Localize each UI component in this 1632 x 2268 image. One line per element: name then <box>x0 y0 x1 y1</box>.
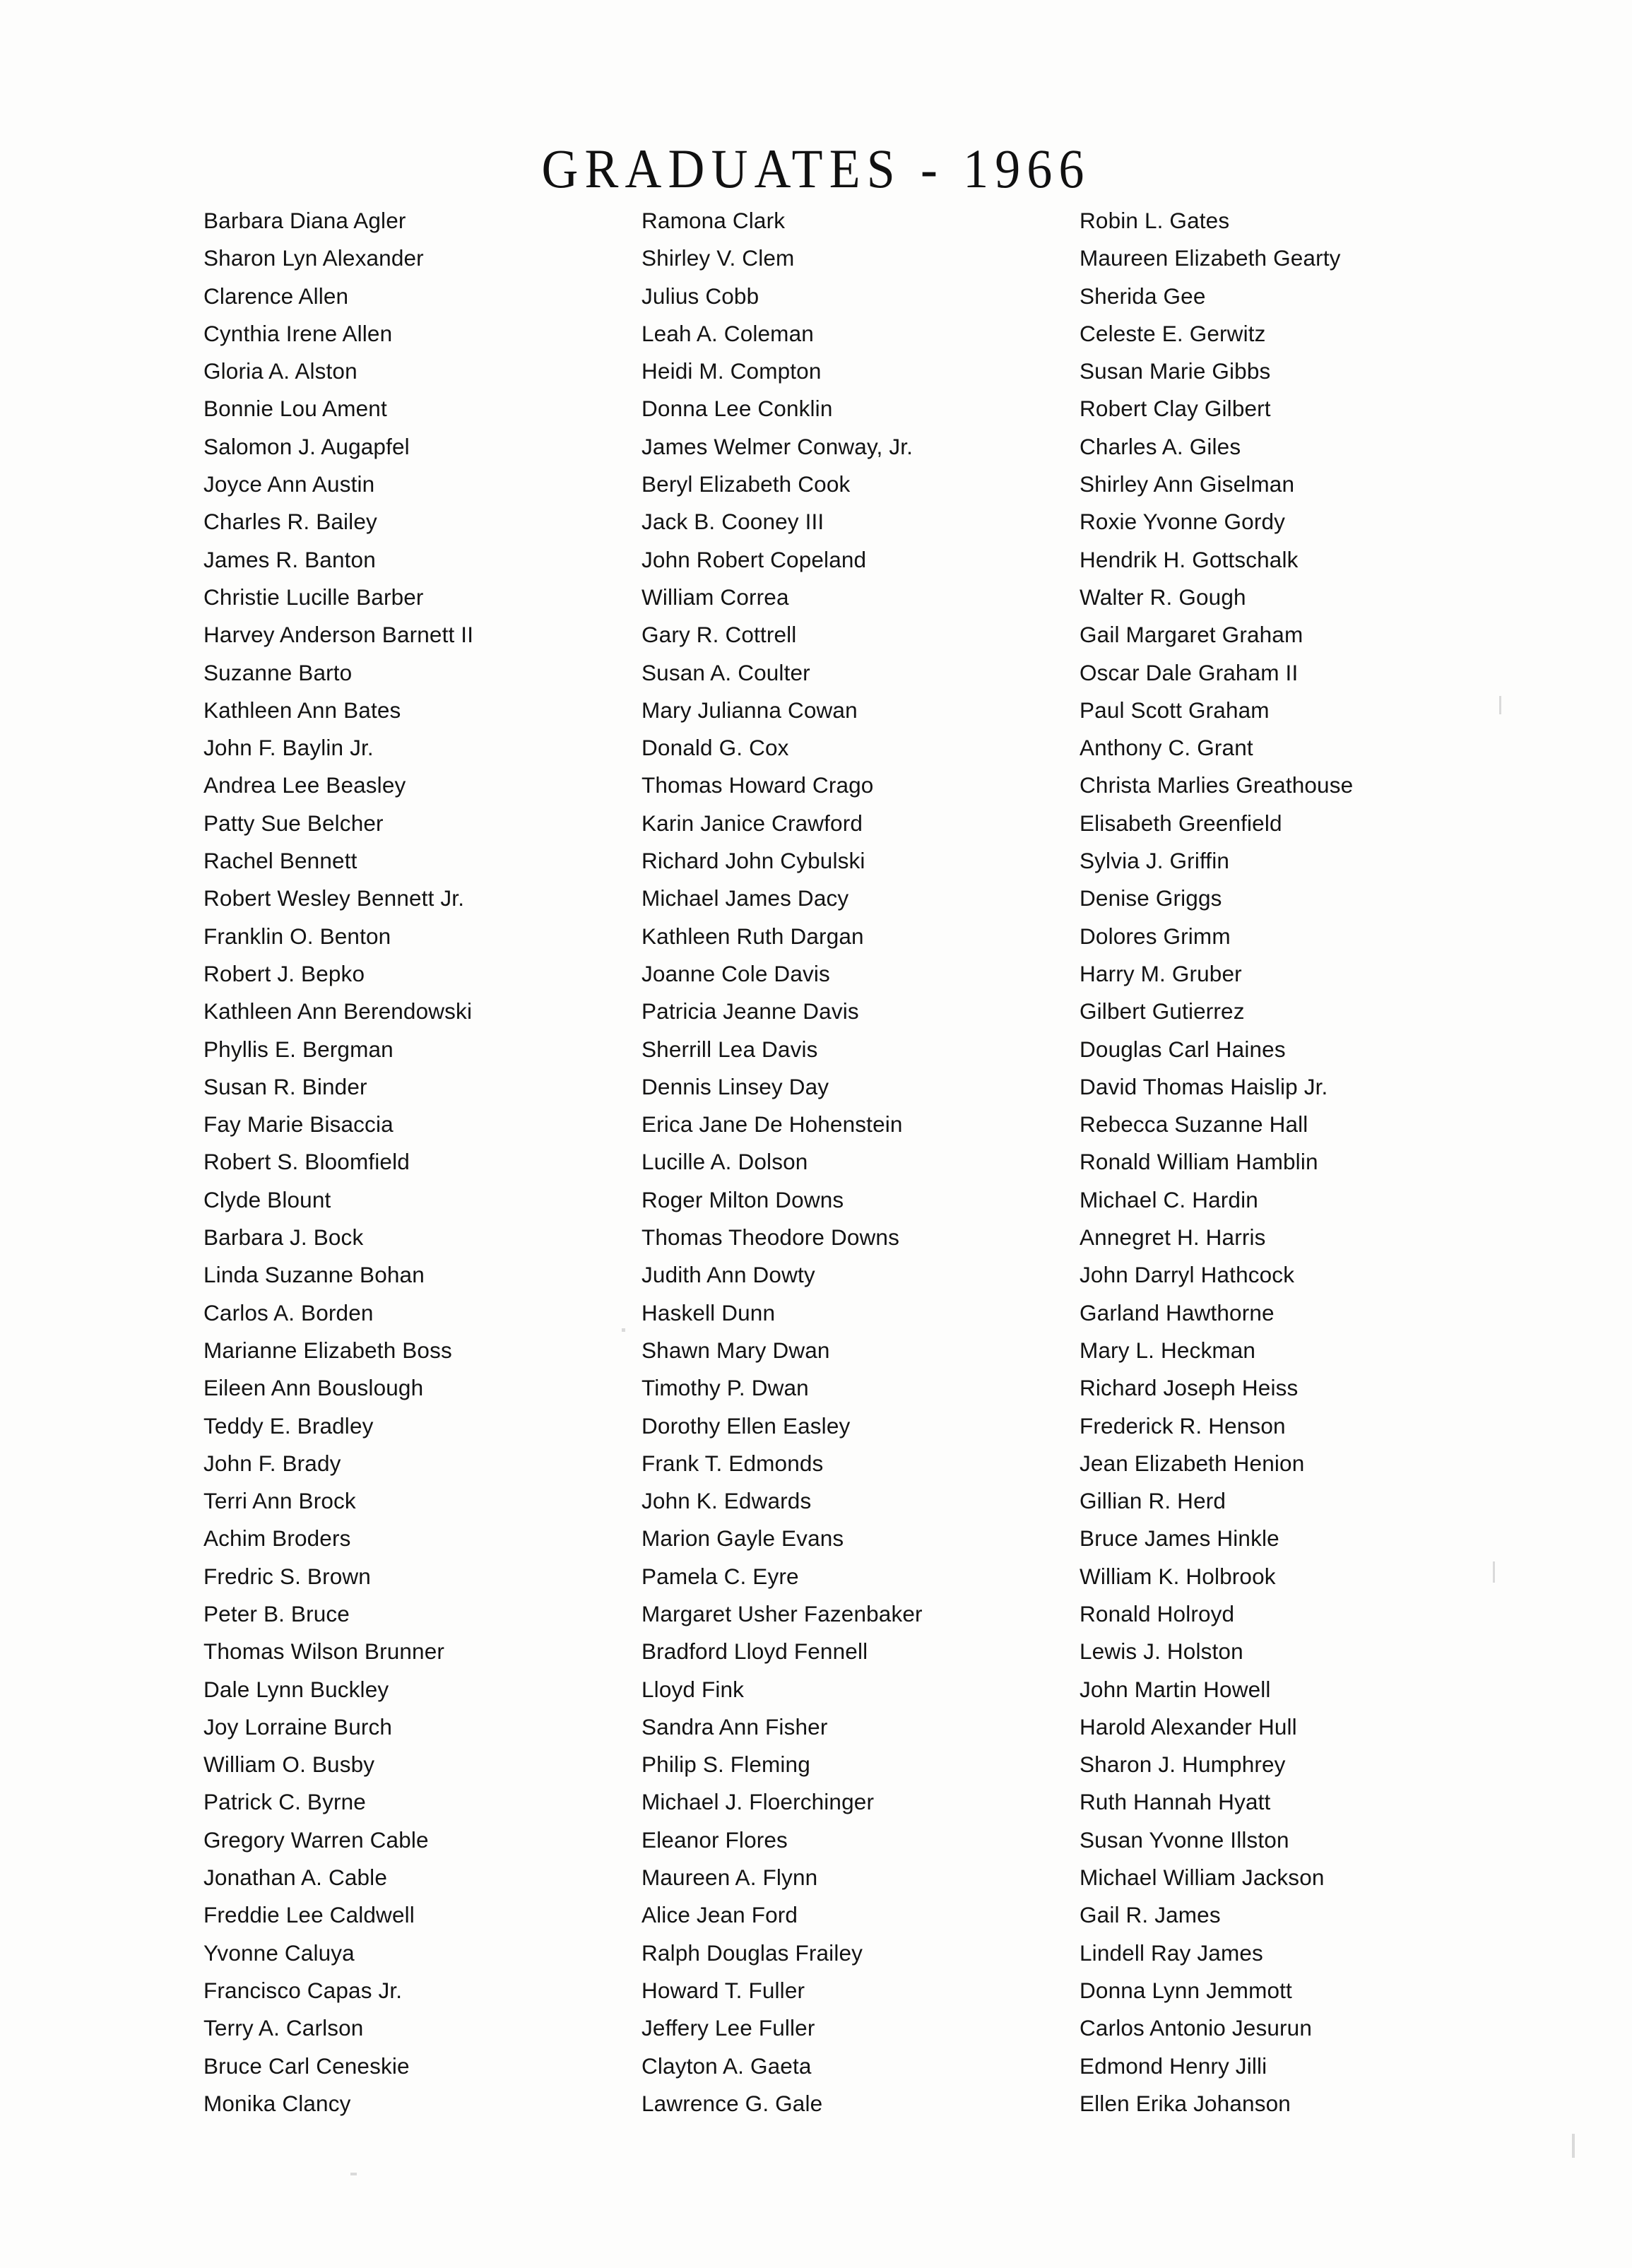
graduate-name: Joy Lorraine Burch <box>203 1713 393 1740</box>
graduate-name: Harold Alexander Hull <box>1080 1713 1297 1740</box>
graduate-name: Mary L. Heckman <box>1080 1337 1256 1363</box>
graduate-name: Ruth Hannah Hyatt <box>1080 1789 1271 1815</box>
graduate-name: Sylvia J. Griffin <box>1080 848 1230 874</box>
graduate-name: Rebecca Suzanne Hall <box>1080 1111 1308 1138</box>
graduate-name: Kathleen Ann Bates <box>203 697 401 723</box>
graduate-name: Andrea Lee Beasley <box>203 772 406 798</box>
graduate-name: Ellen Erika Johanson <box>1080 2090 1291 2116</box>
graduate-name: Ronald William Hamblin <box>1080 1149 1318 1175</box>
graduate-name: Denise Griggs <box>1080 885 1222 911</box>
graduate-name: Haskell Dunn <box>641 1299 776 1325</box>
graduate-name: Elisabeth Greenfield <box>1080 810 1282 836</box>
graduate-name: Philip S. Fleming <box>641 1752 810 1778</box>
graduate-name: Christa Marlies Greathouse <box>1080 772 1354 798</box>
graduate-name: Franklin O. Benton <box>203 923 391 949</box>
graduate-name: Jonathan A. Cable <box>203 1865 387 1891</box>
graduate-name: Cynthia Irene Allen <box>203 320 393 346</box>
graduate-name: Kathleen Ruth Dargan <box>641 923 864 949</box>
graduate-name: Fredric S. Brown <box>203 1563 371 1589</box>
graduate-name: Oscar Dale Graham II <box>1080 659 1299 685</box>
graduate-name: Eileen Ann Bouslough <box>203 1375 424 1401</box>
graduate-name: Julius Cobb <box>641 283 759 309</box>
graduate-name: Robin L. Gates <box>1080 208 1230 233</box>
graduate-name: Patricia Jeanne Davis <box>641 998 859 1024</box>
graduate-name: Edmond Henry Jilli <box>1080 2053 1267 2079</box>
graduate-name: Clyde Blount <box>203 1186 331 1212</box>
graduate-name: Carlos A. Borden <box>203 1299 374 1325</box>
graduate-name: James Welmer Conway, Jr. <box>641 433 913 459</box>
graduate-name: Howard T. Fuller <box>641 1977 805 2003</box>
graduate-name: Erica Jane De Hohenstein <box>641 1111 903 1138</box>
graduate-name: Clayton A. Gaeta <box>641 2053 812 2079</box>
graduate-name: Ralph Douglas Frailey <box>641 1939 863 1966</box>
graduate-name: Sandra Ann Fisher <box>641 1713 828 1740</box>
scan-artifact <box>350 2173 357 2175</box>
graduate-name: Donna Lee Conklin <box>641 396 833 422</box>
graduate-name: Walter R. Gough <box>1080 584 1246 610</box>
graduate-name: Garland Hawthorne <box>1080 1299 1275 1325</box>
graduate-name: Marion Gayle Evans <box>641 1525 844 1552</box>
graduate-name: Douglas Carl Haines <box>1080 1036 1286 1062</box>
graduate-name: Maureen A. Flynn <box>641 1865 818 1891</box>
graduate-name: Alice Jean Ford <box>641 1902 798 1928</box>
scan-artifact <box>622 1328 625 1332</box>
graduate-name: John Martin Howell <box>1080 1676 1271 1702</box>
graduate-name: Freddie Lee Caldwell <box>203 1902 415 1928</box>
graduate-name: Karin Janice Crawford <box>641 810 863 836</box>
graduate-name: Sharon Lyn Alexander <box>203 245 424 271</box>
graduate-name: Monika Clancy <box>203 2090 351 2116</box>
graduate-name: Lloyd Fink <box>641 1676 745 1702</box>
graduate-name: Charles R. Bailey <box>203 509 377 535</box>
scan-artifact <box>1572 2134 1575 2158</box>
graduate-name: Pamela C. Eyre <box>641 1563 799 1589</box>
graduate-name: Suzanne Barto <box>203 659 353 685</box>
graduate-name: Donald G. Cox <box>641 735 789 761</box>
graduate-name: Lewis J. Holston <box>1080 1638 1243 1665</box>
graduate-name: Michael C. Hardin <box>1080 1186 1258 1212</box>
graduate-name: Salomon J. Augapfel <box>203 433 410 459</box>
graduate-name: Bruce James Hinkle <box>1080 1525 1279 1552</box>
graduate-name: Michael J. Floerchinger <box>641 1789 875 1815</box>
graduate-name: Shawn Mary Dwan <box>641 1337 830 1363</box>
graduate-name: Patty Sue Belcher <box>203 810 384 836</box>
graduate-name: Clarence Allen <box>203 283 349 309</box>
graduate-name: Barbara Diana Agler <box>203 208 406 233</box>
graduate-name: Gail R. James <box>1080 1902 1221 1928</box>
graduate-name: Susan A. Coulter <box>641 659 810 685</box>
graduate-name: Frederick R. Henson <box>1080 1412 1286 1439</box>
graduate-name: Francisco Capas Jr. <box>203 1977 403 2003</box>
graduate-name: David Thomas Haislip Jr. <box>1080 1073 1328 1099</box>
graduate-name: Peter B. Bruce <box>203 1600 350 1626</box>
graduate-name: Robert Clay Gilbert <box>1080 396 1271 422</box>
graduate-name: Susan Marie Gibbs <box>1080 358 1271 384</box>
graduate-name-columns <box>203 202 1482 2122</box>
graduate-name: Dale Lynn Buckley <box>203 1676 389 1702</box>
graduate-name: William Correa <box>641 584 789 610</box>
graduate-name: Ronald Holroyd <box>1080 1600 1235 1626</box>
graduate-name: Charles A. Giles <box>1080 433 1241 459</box>
graduate-name: Robert S. Bloomfield <box>203 1149 410 1175</box>
graduate-name: Yvonne Caluya <box>203 1939 355 1966</box>
graduate-name: Kathleen Ann Berendowski <box>203 998 473 1024</box>
graduate-name: Timothy P. Dwan <box>641 1375 809 1401</box>
graduate-name: Ramona Clark <box>641 208 786 233</box>
graduate-name: Margaret Usher Fazenbaker <box>641 1600 923 1626</box>
graduate-name: Richard John Cybulski <box>641 848 865 874</box>
graduate-name: Lindell Ray James <box>1080 1939 1263 1966</box>
graduate-name: Judith Ann Dowty <box>641 1262 815 1288</box>
graduate-name: Fay Marie Bisaccia <box>203 1111 394 1138</box>
graduate-name: Dennis Linsey Day <box>641 1073 829 1099</box>
graduate-name: Harry M. Gruber <box>1080 960 1242 986</box>
graduate-name: Thomas Wilson Brunner <box>203 1638 445 1665</box>
graduate-name: Celeste E. Gerwitz <box>1080 320 1266 346</box>
name-column-1 <box>203 202 641 2122</box>
graduate-name: Achim Broders <box>203 1525 351 1552</box>
graduate-name: Linda Suzanne Bohan <box>203 1262 425 1288</box>
graduate-name: Annegret H. Harris <box>1080 1224 1266 1251</box>
graduate-name: Roxie Yvonne Gordy <box>1080 509 1286 535</box>
graduate-name: Gillian R. Herd <box>1080 1488 1226 1514</box>
graduate-name: John Darryl Hathcock <box>1080 1262 1295 1288</box>
graduate-name: Gregory Warren Cable <box>203 1826 429 1853</box>
graduate-name: Bruce Carl Ceneskie <box>203 2053 410 2079</box>
graduate-name: Shirley V. Clem <box>641 245 795 271</box>
graduate-name: John F. Baylin Jr. <box>203 735 374 761</box>
graduate-name: Joanne Cole Davis <box>641 960 830 986</box>
graduate-name: Beryl Elizabeth Cook <box>641 471 851 497</box>
graduate-name: Terry A. Carlson <box>203 2015 364 2041</box>
scan-artifact <box>1499 696 1501 714</box>
name-column-3 <box>1080 202 1482 2122</box>
graduate-name: Joyce Ann Austin <box>203 471 375 497</box>
graduate-name: Susan R. Binder <box>203 1073 367 1099</box>
graduate-name: Dolores Grimm <box>1080 923 1231 949</box>
graduate-name: Maureen Elizabeth Gearty <box>1080 245 1341 271</box>
graduate-name: Gary R. Cottrell <box>641 622 797 648</box>
graduate-name: Michael James Dacy <box>641 885 849 911</box>
graduate-name: John Robert Copeland <box>641 546 867 572</box>
graduate-name: Sherrill Lea Davis <box>641 1036 818 1062</box>
graduate-name: Paul Scott Graham <box>1080 697 1270 723</box>
graduate-name: Thomas Theodore Downs <box>641 1224 899 1251</box>
graduate-name: Gail Margaret Graham <box>1080 622 1303 648</box>
graduate-name: James R. Banton <box>203 546 376 572</box>
scan-artifact <box>1493 1561 1495 1583</box>
graduate-name: Susan Yvonne Illston <box>1080 1826 1289 1853</box>
graduate-name: Shirley Ann Giselman <box>1080 471 1295 497</box>
graduate-name: Thomas Howard Crago <box>641 772 874 798</box>
graduate-name: Phyllis E. Bergman <box>203 1036 394 1062</box>
graduate-name: Gilbert Gutierrez <box>1080 998 1245 1024</box>
graduate-name: Jean Elizabeth Henion <box>1080 1450 1305 1476</box>
graduate-name: Jack B. Cooney III <box>641 509 824 535</box>
graduate-name: Dorothy Ellen Easley <box>641 1412 851 1439</box>
graduate-name: Sharon J. Humphrey <box>1080 1752 1286 1778</box>
graduate-name: William K. Holbrook <box>1080 1563 1276 1589</box>
graduate-name: John K. Edwards <box>641 1488 812 1514</box>
graduate-name: Lucille A. Dolson <box>641 1149 808 1175</box>
graduate-name: Terri Ann Brock <box>203 1488 356 1514</box>
graduate-name: Patrick C. Byrne <box>203 1789 366 1815</box>
graduate-name: Rachel Bennett <box>203 848 357 874</box>
graduate-name: Robert J. Bepko <box>203 960 365 986</box>
graduate-name: Gloria A. Alston <box>203 358 357 384</box>
page-title: GRADUATES - 1966 <box>541 138 1091 200</box>
graduate-name: Lawrence G. Gale <box>641 2090 823 2116</box>
name-column-2 <box>641 202 1080 2122</box>
graduate-name: Eleanor Flores <box>641 1826 788 1853</box>
graduate-name: Bonnie Lou Ament <box>203 396 387 422</box>
graduate-name: Marianne Elizabeth Boss <box>203 1337 452 1363</box>
graduate-name: Roger Milton Downs <box>641 1186 844 1212</box>
graduate-name: Donna Lynn Jemmott <box>1080 1977 1292 2003</box>
graduate-name: Heidi M. Compton <box>641 358 822 384</box>
graduate-name: John F. Brady <box>203 1450 341 1476</box>
graduate-name: Christie Lucille Barber <box>203 584 424 610</box>
graduate-name: Mary Julianna Cowan <box>641 697 858 723</box>
graduate-name: Sherida Gee <box>1080 283 1206 309</box>
graduate-name: Michael William Jackson <box>1080 1865 1325 1891</box>
graduate-name: Teddy E. Bradley <box>203 1412 374 1439</box>
graduate-name: Leah A. Coleman <box>641 320 814 346</box>
graduate-name: Hendrik H. Gottschalk <box>1080 546 1299 572</box>
graduate-name: Harvey Anderson Barnett II <box>203 622 474 648</box>
graduate-name: William O. Busby <box>203 1752 375 1778</box>
graduate-name: Barbara J. Bock <box>203 1224 364 1251</box>
graduate-name: Jeffery Lee Fuller <box>641 2015 815 2041</box>
graduate-name: Anthony C. Grant <box>1080 735 1253 761</box>
graduate-name: Robert Wesley Bennett Jr. <box>203 885 465 911</box>
graduate-name: Frank T. Edmonds <box>641 1450 824 1476</box>
graduate-name: Richard Joseph Heiss <box>1080 1375 1299 1401</box>
graduate-name: Bradford Lloyd Fennell <box>641 1638 868 1665</box>
graduate-name: Carlos Antonio Jesurun <box>1080 2015 1312 2041</box>
